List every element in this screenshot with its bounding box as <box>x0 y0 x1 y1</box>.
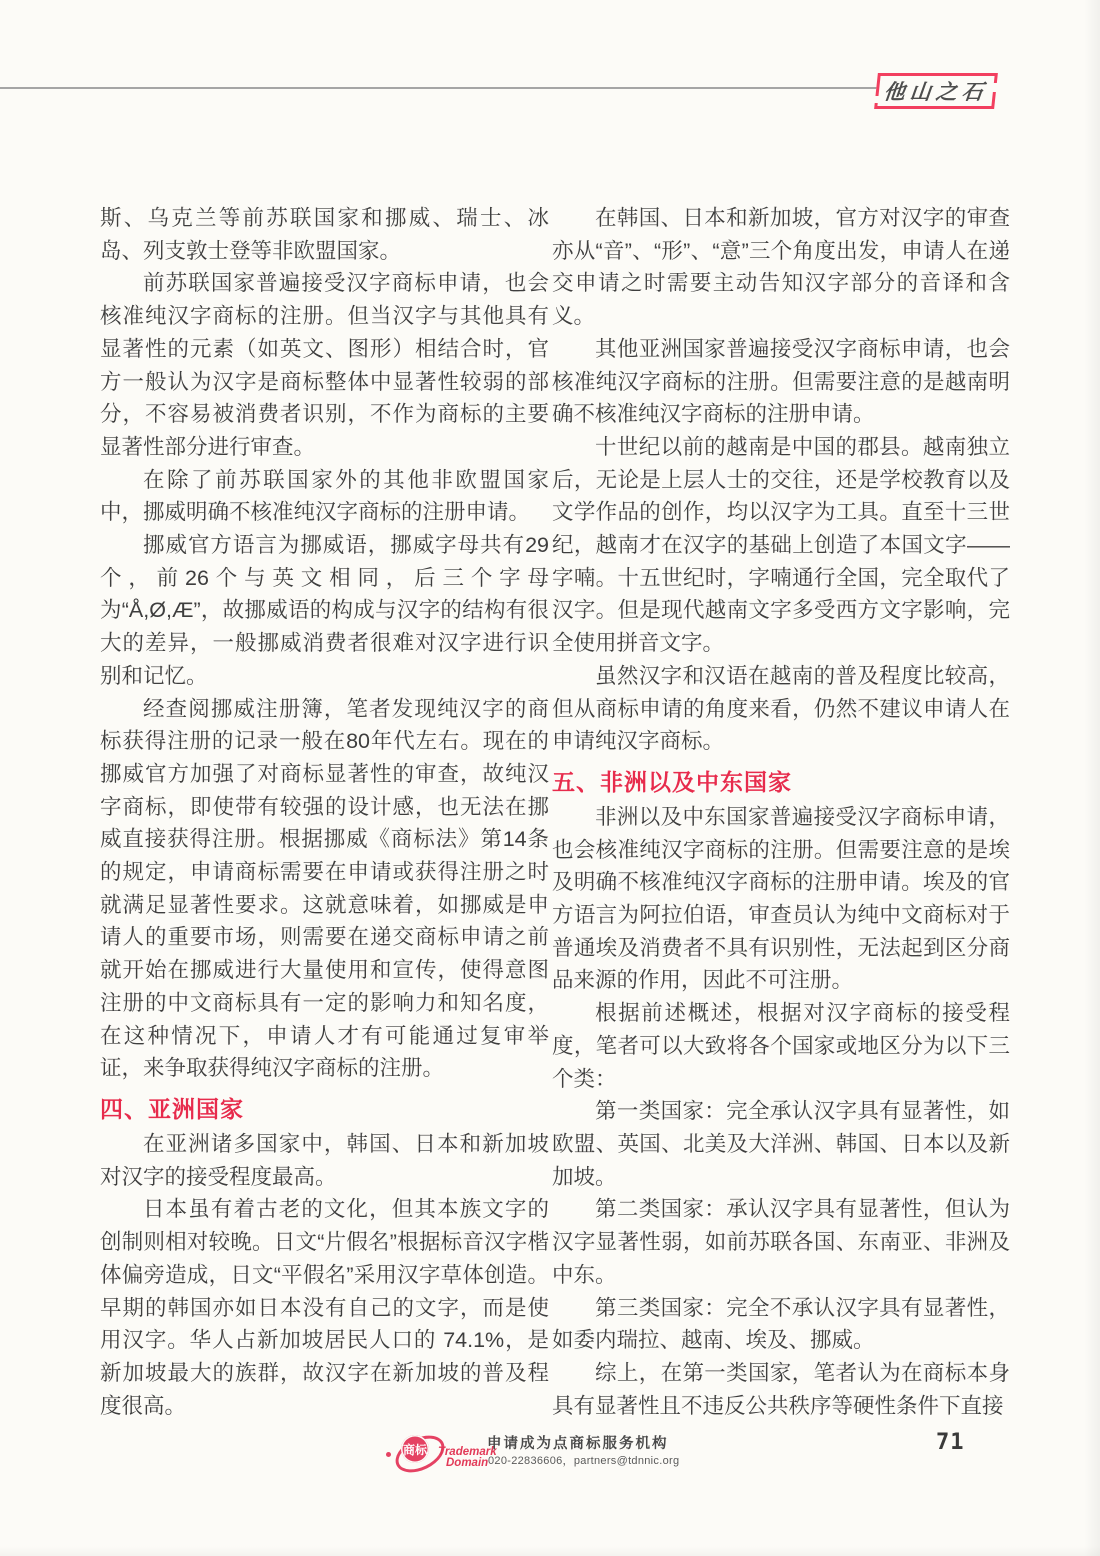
badge-notch-left <box>873 96 883 103</box>
section-heading: 四、亚洲国家 <box>100 1095 244 1122</box>
footer-slogan: 申请成为点商标服务机构 <box>487 1436 669 1452</box>
body-paragraph: 在除了前苏联国家外的其他非欧盟国家中，挪威明确不核准纯汉字商标的注册申请。 <box>100 467 549 525</box>
logo-globe-icon <box>401 1435 429 1463</box>
footer-contact: 020-22836606，partners@tdnnic.org <box>488 1455 680 1467</box>
article-column-left <box>100 202 549 1422</box>
body-paragraph: 第三类国家：完全不承认汉字具有显著性，如委内瑞拉、越南、埃及、挪威。 <box>552 1295 1010 1353</box>
body-paragraph: 斯、乌克兰等前苏联国家和挪威、瑞士、冰岛、列支敦士登等非欧盟国家。 <box>100 206 549 263</box>
body-paragraph: 挪威官方语言为挪威语，挪威字母共有29个，前26个与英文相同，后三个字母为“Å,Ø,Æ”，故挪威语的构成与汉字的结构有很大的差异，一般挪威消费者很难对汉字进行识别和记忆。 <box>100 533 549 688</box>
body-paragraph: 综上，在第一类国家，笔者认为在商标本身具有显著性且不违反公共秩序等硬性条件下直接 <box>552 1360 1010 1418</box>
scan-edge-shadow <box>1084 0 1100 1556</box>
section-tag-label: 他山之石 <box>882 81 990 104</box>
logo-brand-line2: Domain <box>446 1456 489 1469</box>
section-heading: 五、非洲以及中东国家 <box>552 768 792 795</box>
body-paragraph: 经查阅挪威注册簿，笔者发现纯汉字的商标获得注册的记录一般在80年代左右。现在的挪威官方加强了对商标显著性的审查，故纯汉字商标，即使带有较强的设计感，也无法在挪威直接获得注册。根据挪威《商标法》第14条的规定，申请商标需要在申请或获得注册之时就满足显著性要求。这就意味着，如挪威是申请人的重要市场，则需要在递交商标申请之前就开始在挪威进行大量使用和宣传，使得意图注册的中文商标具有一定的影响力和知名度，在这种情况下，申请人才有可能通过复审举证，来争取获得纯汉字商标的注册。 <box>100 696 549 1081</box>
logo-dot-icon <box>386 1452 391 1457</box>
body-paragraph: 第二类国家：承认汉字具有显著性，但认为汉字显著性弱，如前苏联各国、东南亚、非洲及中东。 <box>552 1197 1010 1287</box>
logo-globe-text: 商标 <box>402 1442 427 1457</box>
body-paragraph: 在韩国、日本和新加坡，官方对汉字的审查亦从“音”、“形”、“意”三个角度出发，申请人在递交申请之时需要主动告知汉字部分的音译和含义。 <box>552 206 1010 329</box>
body-paragraph: 日本虽有着古老的文化，但其本族文字的创制则相对较晚。日文“片假名”根据标音汉字楷体偏旁造成，日文“平假名”采用汉字草体创造。早期的韩国亦如日本没有自己的文字，而是使用汉字。华人占新加坡居民人口的 74.1%，是新加坡最大的族群，故汉字在新加坡的普及程度很高。 <box>100 1197 549 1418</box>
body-paragraph: 前苏联国家普遍接受汉字商标申请，也会核准纯汉字商标的注册。但当汉字与其他具有显著性的元素（如英文、图形）相结合时，官方一般认为汉字是商标整体中显著性较弱的部分，不容易被消费者识别，不作为商标的主要显著性部分进行审查。 <box>100 271 549 459</box>
badge-notch-right <box>989 83 999 92</box>
body-paragraph: 第一类国家：完全承认汉字具有显著性，如欧盟、英国、北美及大洋洲、韩国、日本以及新加坡。 <box>552 1099 1010 1189</box>
body-paragraph: 根据前述概述，根据对汉字商标的接受程度，笔者可以大致将各个国家或地区分为以下三个类： <box>552 1001 1010 1091</box>
header-rule <box>0 87 878 89</box>
body-paragraph: 非洲以及中东国家普遍接受汉字商标申请，也会核准纯汉字商标的注册。但需要注意的是埃及明确不核准纯汉字商标的注册申请。埃及的官方语言为阿拉伯语，审查员认为纯中文商标对于普通埃及消费者不具有识别性，无法起到区分商品来源的作用，因此不可注册。 <box>552 804 1010 993</box>
body-paragraph: 十世纪以前的越南是中国的郡县。越南独立后，无论是上层人士的交往，还是学校教育以及文学作品的创作，均以汉字为工具。直至十三世纪，越南才在汉字的基础上创造了本国文字——字喃。十五世纪时，字喃通行全国，完全取代了汉字。但是现代越南文字多受西方文字影响，完全使用拼音文字。 <box>552 434 1010 656</box>
scan-bottom-shadow <box>0 1546 1100 1556</box>
page-number: 71 <box>936 1430 965 1455</box>
body-paragraph: 虽然汉字和汉语在越南的普及程度比较高，但从商标申请的角度来看，仍然不建议申请人在申请纯汉字商标。 <box>552 663 1010 754</box>
trademark-domain-logo <box>392 1432 502 1476</box>
section-tag-badge <box>874 73 998 109</box>
article-column-right <box>552 202 1010 1422</box>
logo-brand-line1: Trademark <box>438 1446 497 1458</box>
body-paragraph: 在亚洲诸多国家中，韩国、日本和新加坡对汉字的接受程度最高。 <box>100 1131 549 1189</box>
body-paragraph: 其他亚洲国家普遍接受汉字商标申请，也会核准纯汉字商标的注册。但需要注意的是越南明确不核准纯汉字商标的注册申请。 <box>552 336 1010 427</box>
